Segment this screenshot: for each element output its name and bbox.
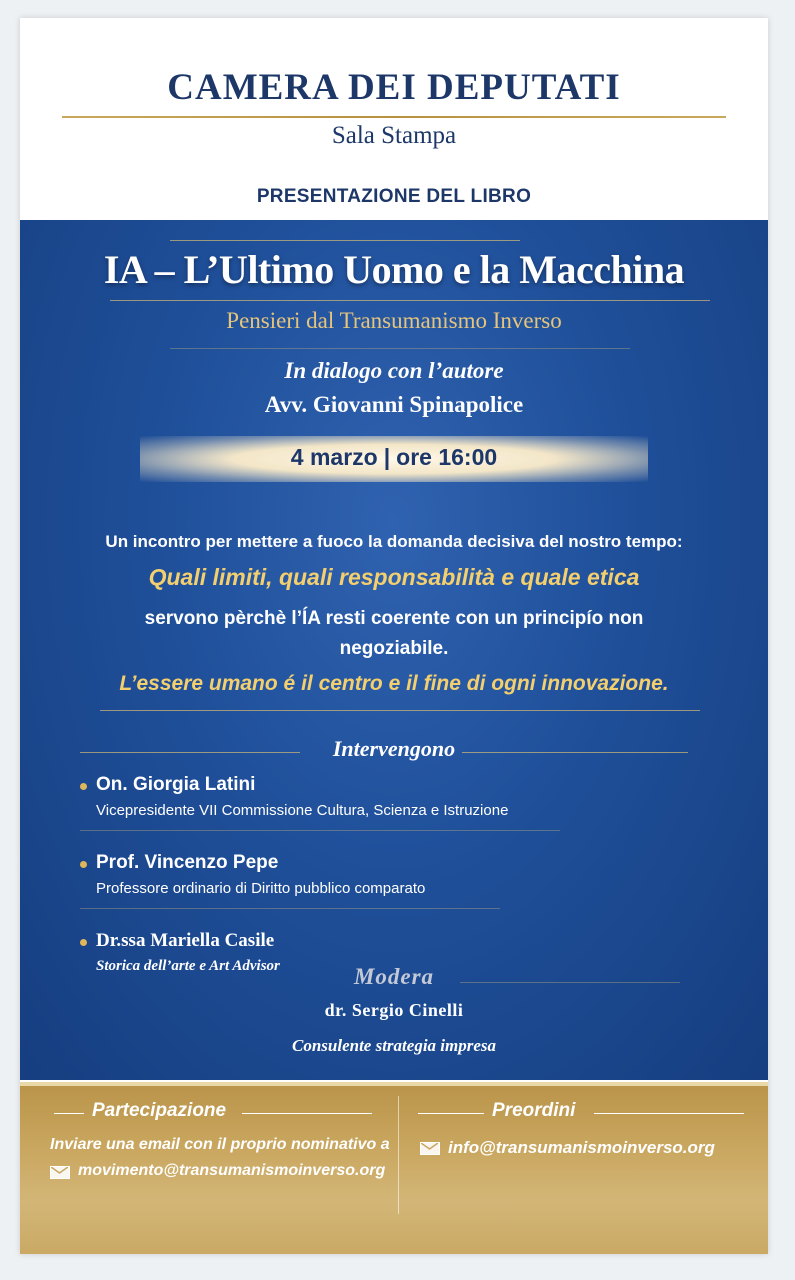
author-name: Avv. Giovanni Spinapolice <box>264 392 524 417</box>
speaker-role: Vicepresidente VII Commissione Cultura, Scienza e Istruzione <box>96 802 509 819</box>
speaker-role: Professore ordinario di Diritto pubblico comparato <box>96 880 426 897</box>
moderator-rule <box>460 982 680 983</box>
institution-title: CAMERA DEI DEPUTATI <box>167 67 621 108</box>
moderator-role: Consulente strategia impresa <box>291 1036 497 1055</box>
book-subtitle: Pensieri dal Transumanismo Inverso <box>226 308 562 333</box>
description-intro: Un incontro per mettere a fuoco la domanda decisiva del nostro tempo: <box>105 532 683 551</box>
participation-text: Inviare una email con il proprio nominativo a <box>50 1136 390 1153</box>
date-separator: | <box>383 444 391 470</box>
preorders-rule-right <box>594 1113 744 1114</box>
participation-rule-right <box>242 1113 372 1114</box>
main-panel <box>20 220 768 1080</box>
date-band <box>140 436 648 482</box>
book-title: IA – L’Ultimo Uomo e la Macchina <box>103 247 685 292</box>
event-kicker: PRESENTAZIONE DEL LIBRO <box>256 186 532 207</box>
moderator-label: Modera <box>353 964 435 989</box>
footer-column-divider <box>398 1096 399 1214</box>
speakers-header <box>20 736 768 772</box>
header <box>20 18 768 220</box>
preorders-heading: Preordini <box>492 1100 576 1121</box>
preorders-rule-left <box>418 1113 484 1114</box>
title-top-rule <box>170 240 520 241</box>
event-date: 4 marzo <box>290 444 378 470</box>
speaker-divider <box>80 830 560 831</box>
bullet-icon <box>80 783 87 790</box>
speaker-divider <box>80 908 500 909</box>
description-rule <box>100 710 700 711</box>
office-name: Sala Stampa <box>331 122 457 149</box>
description-principle: L’essere umano é il centro e il fine di ogni innovazione. <box>119 672 669 695</box>
header-divider <box>62 116 726 118</box>
description-question: Quali limiti, quali responsabilità e quale etica <box>148 564 640 590</box>
event-time: ore 16:00 <box>396 444 498 470</box>
dialog-intro: In dialogo con l’autore <box>284 358 504 383</box>
preorders-email-link[interactable]: info@transumanismoinverso.org <box>448 1138 715 1157</box>
description-purpose: servono pèrchè l’ÍA resti coerente con un principío non negoziabile. <box>144 608 644 659</box>
bullet-icon <box>80 939 87 946</box>
participation-email-link[interactable]: movimento@transumanismoinverso.org <box>78 1162 386 1179</box>
moderator-name: dr. Sergio Cinelli <box>324 1000 464 1020</box>
bullet-icon <box>80 861 87 868</box>
subtitle-rule <box>170 348 630 349</box>
speakers-label: Intervengono <box>332 736 456 761</box>
participation-heading: Partecipazione <box>92 1100 227 1121</box>
speaker-name: Dr.ssa Mariella Casile <box>96 930 275 951</box>
footer-top-border <box>20 1082 768 1086</box>
title-bottom-rule <box>110 300 710 301</box>
speakers-rule-right <box>462 752 688 753</box>
footer <box>20 1082 768 1254</box>
participation-rule-left <box>54 1113 84 1114</box>
envelope-icon <box>420 1142 440 1155</box>
event-datetime <box>140 444 648 471</box>
speaker-role: Storica dell’arte e Art Advisor <box>96 958 280 974</box>
speaker-name: On. Giorgia Latini <box>96 774 256 795</box>
speaker-name: Prof. Vincenzo Pepe <box>96 852 279 873</box>
envelope-icon <box>50 1166 70 1179</box>
flyer <box>20 18 768 1254</box>
